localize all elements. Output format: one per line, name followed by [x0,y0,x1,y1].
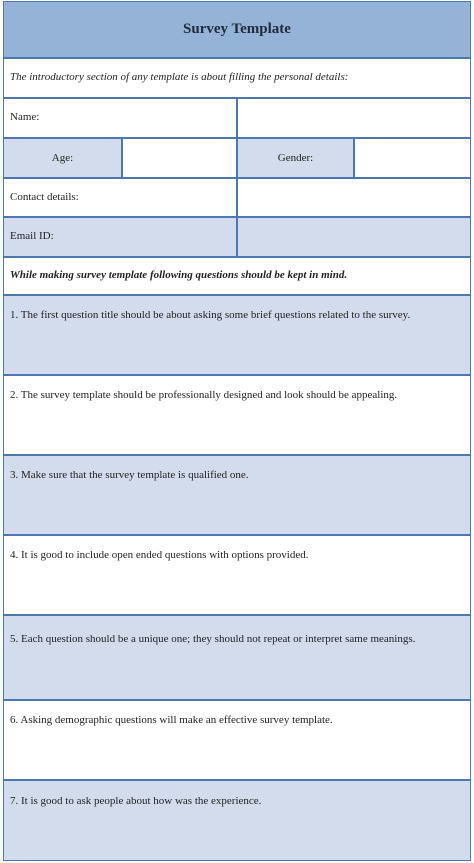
page-title: Survey Template [183,21,291,37]
question-row [4,296,470,376]
question-text: 4. It is good to include open ended questions with options provided. [10,549,309,561]
instructions-heading: While making survey template following questions should be kept in mind. [10,269,348,281]
name-field[interactable] [236,99,470,137]
email-label: Email ID: [10,230,54,242]
age-label: Age: [51,152,74,164]
question-text: 1. The first question title should be about asking some brief questions related to the survey. [10,309,411,321]
age-label-cell [4,139,121,177]
question-text: 2. The survey template should be professionally designed and look should be appealing. [10,389,398,401]
question-row [4,456,470,536]
question-row [4,536,470,616]
gender-label-cell [236,139,353,177]
question-text: 5. Each question should be a unique one; they should not repeat or interpret same meanings. [10,633,416,645]
question-row [4,781,470,860]
contact-label: Contact details: [10,191,79,203]
email-field[interactable] [236,218,470,256]
question-row [4,376,470,456]
question-text: 7. It is good to ask people about how was the experience. [10,795,262,807]
gender-label: Gender: [277,152,314,164]
instructions-row [4,258,470,296]
question-text: 3. Make sure that the survey template is qualified one. [10,469,249,481]
intro-text: The introductory section of any template is about filling the personal details: [10,71,349,83]
survey-template-form [3,1,471,861]
contact-field[interactable] [236,179,470,216]
question-text: 6. Asking demographic questions will make an effective survey template. [10,714,333,726]
title-bar [4,2,470,59]
name-row [4,99,470,139]
email-row [4,218,470,258]
contact-row [4,179,470,218]
name-label: Name: [10,111,40,123]
question-row [4,616,470,701]
intro-row [4,59,470,99]
gender-field[interactable] [353,139,470,177]
age-gender-row [4,139,470,179]
age-field[interactable] [121,139,238,177]
question-row [4,701,470,781]
